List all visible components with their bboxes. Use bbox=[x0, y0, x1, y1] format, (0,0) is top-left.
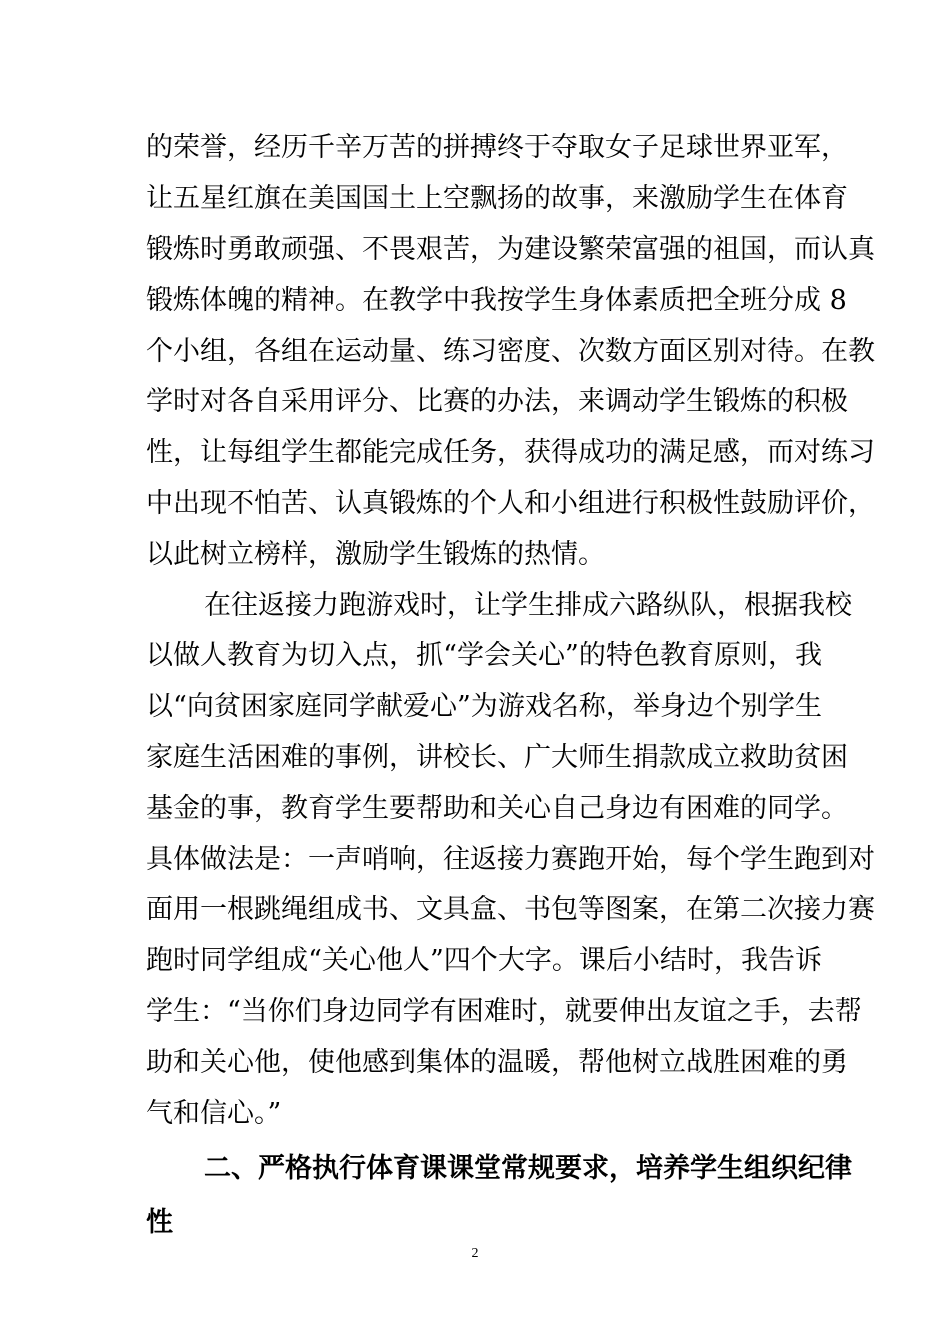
section-heading-line: 二、严格执行体育课课堂常规要求，培养学生组织纪律 bbox=[204, 1153, 852, 1184]
paragraph-line: 助和关心他，使他感到集体的温暖，帮他树立战胜困难的勇 bbox=[146, 1047, 848, 1078]
paragraph-line: 在往返接力跑游戏时，让学生排成六路纵队，根据我校 bbox=[204, 590, 852, 621]
paragraph-line: 让五星红旗在美国国土上空飘扬的故事，来激励学生在体育 bbox=[146, 183, 848, 214]
paragraph-line: 气和信心。” bbox=[146, 1098, 282, 1129]
page-number: 2 bbox=[471, 1246, 479, 1261]
paragraph-line: 家庭生活困难的事例，讲校长、广大师生捐款成立救助贫困 bbox=[146, 742, 848, 773]
paragraph-line: 以做人教育为切入点，抓“学会关心”的特色教育原则，我 bbox=[146, 640, 822, 671]
paragraph-line: 性，让每组学生都能完成任务，获得成功的满足感，而对练习 bbox=[146, 437, 875, 468]
paragraph-line: 锻炼时勇敢顽强、不畏艰苦，为建设繁荣富强的祖国，而认真 bbox=[146, 234, 875, 265]
paragraph-line: 以此树立榜样，激励学生锻炼的热情。 bbox=[146, 539, 605, 570]
paragraph-line: 学时对各自采用评分、比赛的办法，来调动学生锻炼的积极 bbox=[146, 386, 848, 417]
paragraph-line: 具体做法是：一声哨响，往返接力赛跑开始，每个学生跑到对 bbox=[146, 844, 875, 875]
section-heading-line: 性 bbox=[146, 1207, 173, 1238]
paragraph-line: 基金的事，教育学生要帮助和关心自己身边有困难的同学。 bbox=[146, 793, 848, 824]
paragraph-line: 学生：“当你们身边同学有困难时，就要伸出友谊之手，去帮 bbox=[146, 996, 862, 1027]
paragraph-line: 个小组，各组在运动量、练习密度、次数方面区别对待。在教 bbox=[146, 336, 875, 367]
paragraph-line: 的荣誉，经历千辛万苦的拼搏终于夺取女子足球世界亚军， bbox=[146, 132, 848, 163]
paragraph-line: 中出现不怕苦、认真锻炼的个人和小组进行积极性鼓励评价， bbox=[146, 488, 875, 519]
paragraph-line: 面用一根跳绳组成书、文具盒、书包等图案，在第二次接力赛 bbox=[146, 894, 875, 925]
paragraph-line: 锻炼体魄的精神。在教学中我按学生身体素质把全班分成 8 bbox=[146, 285, 847, 316]
paragraph-line: 跑时同学组成“关心他人”四个大字。课后小结时，我告诉 bbox=[146, 945, 822, 976]
paragraph-line: 以“向贫困家庭同学献爱心”为游戏名称，举身边个别学生 bbox=[146, 691, 822, 722]
